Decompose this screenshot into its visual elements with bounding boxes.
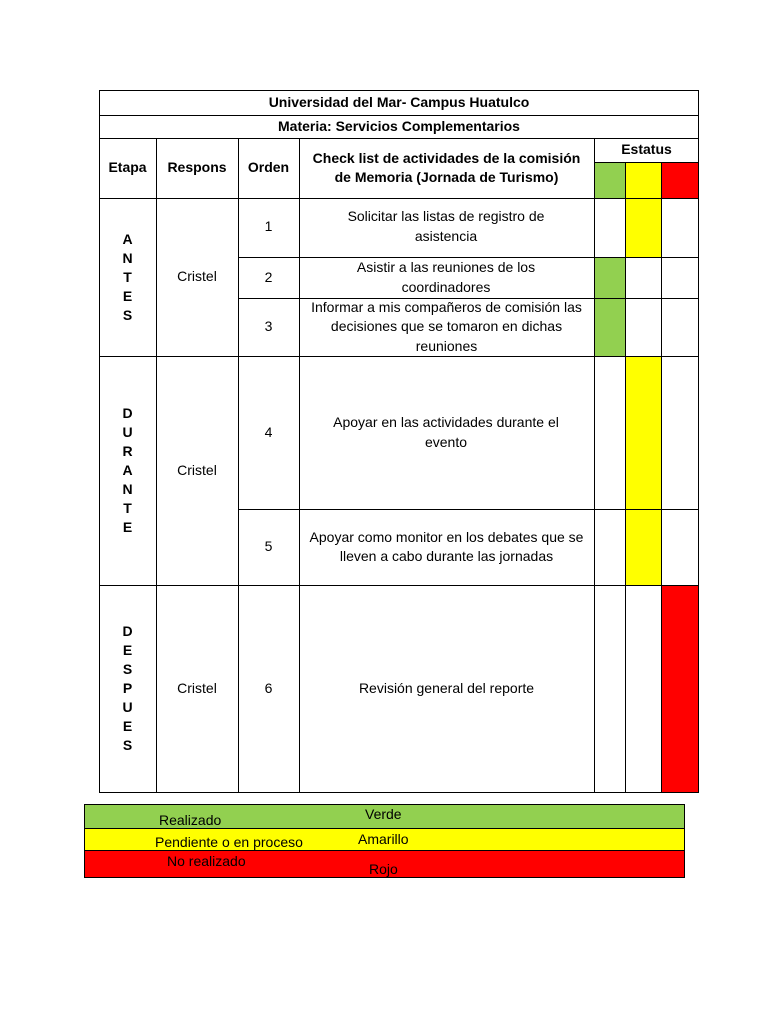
stage-letter: R	[122, 443, 133, 459]
order-2: 2	[264, 268, 273, 285]
header-etapa: Etapa	[108, 159, 147, 176]
order-1: 1	[264, 217, 273, 234]
stage-letter: D	[122, 405, 133, 421]
stage-letter: S	[122, 661, 133, 677]
header-estatus: Estatus	[621, 141, 672, 158]
stage-letter: N	[122, 481, 133, 497]
stage-durante	[99, 356, 156, 585]
stage-antes	[99, 198, 156, 356]
legend-no-realizado-label: No realizado	[167, 853, 246, 869]
stage-letter: N	[122, 249, 133, 266]
stage-letter: T	[123, 268, 132, 285]
header-orden: Orden	[247, 159, 290, 176]
university-title: Universidad del Mar- Campus Huatulco	[268, 93, 530, 110]
stage-letter: E	[122, 519, 133, 535]
stage-letter: U	[122, 699, 133, 715]
order-5: 5	[264, 538, 273, 555]
status-fill-row-4-5	[625, 356, 661, 585]
status-fill-row-6	[661, 585, 698, 793]
stage-letter: T	[123, 500, 132, 516]
subject-title: Materia: Servicios Complementarios	[278, 117, 520, 134]
legend-pendiente-label: Pendiente o en proceso	[155, 834, 303, 850]
stage-letter: S	[122, 306, 133, 323]
header-respons: Respons	[167, 159, 227, 176]
order-4: 4	[264, 423, 273, 440]
legend-pendiente	[84, 828, 685, 851]
legend-realizado	[84, 804, 685, 829]
activity-2: Asistir a las reuniones de los coordinadores	[356, 259, 536, 295]
stage-antes-letters	[122, 230, 132, 325]
responsible-despues: Cristel	[177, 679, 217, 696]
stage-letter: A	[122, 462, 133, 478]
order-6: 6	[264, 679, 273, 696]
stage-letter: A	[122, 230, 133, 247]
order-3: 3	[264, 318, 273, 335]
header-status-red	[661, 162, 698, 198]
activity-1: Solicitar las listas de registro de asistencia	[347, 208, 545, 244]
stage-letter: P	[122, 680, 133, 696]
stage-letter: E	[122, 287, 133, 304]
header-status-yellow	[625, 162, 661, 198]
legend-realizado-color: Verde	[365, 806, 402, 822]
header-checklist: Check list de actividades de la comisión de Memoria (Jornada de Turismo)	[312, 149, 581, 185]
activity-4: Apoyar en las actividades durante el evento	[333, 414, 559, 450]
activity-5: Apoyar como monitor en los debates que se lleven a cabo durante las jornadas	[309, 528, 584, 564]
responsible-antes: Cristel	[177, 268, 217, 285]
stage-letter: U	[122, 424, 133, 440]
stage-letter: S	[122, 737, 133, 753]
activity-3: Informar a mis compañeros de comisión las decisiones que se tomaron en dichas reuniones	[311, 298, 582, 354]
activity-6: Revisión general del reporte	[358, 679, 535, 696]
stage-letter: D	[122, 623, 133, 639]
stage-letter: E	[122, 718, 133, 734]
header-status-green	[594, 162, 625, 198]
stage-despues	[99, 585, 156, 792]
responsible-durante: Cristel	[177, 461, 217, 478]
legend-no-realizado-color: Rojo	[369, 861, 398, 877]
status-fill-row-2-3	[594, 257, 625, 356]
stage-durante-letters	[122, 404, 132, 537]
legend-pendiente-color: Amarillo	[358, 831, 409, 847]
legend-no-realizado	[84, 850, 685, 878]
legend-realizado-label: Realizado	[159, 812, 222, 828]
stage-letter: E	[122, 642, 133, 658]
stage-despues-letters	[122, 622, 132, 755]
status-fill-row-1	[625, 198, 661, 257]
